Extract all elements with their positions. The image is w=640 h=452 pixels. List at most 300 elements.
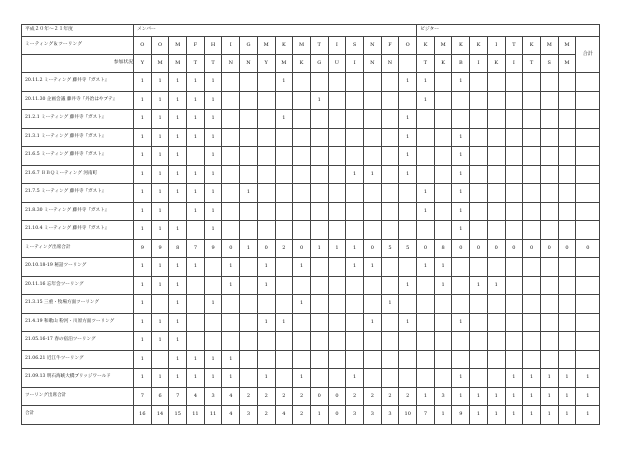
attendance-cell xyxy=(417,221,435,240)
attendance-cell: 1 xyxy=(346,165,364,184)
attendance-cell: 1 xyxy=(151,73,169,92)
attendance-cell: 1 xyxy=(540,406,558,425)
attendance-cell xyxy=(417,165,435,184)
member-initial-bottom: N xyxy=(363,55,381,73)
attendance-cell xyxy=(310,110,328,129)
member-initial-top: G xyxy=(240,37,258,55)
attendance-cell xyxy=(523,276,541,295)
attendance-cell xyxy=(381,73,399,92)
attendance-cell xyxy=(540,313,558,332)
attendance-cell xyxy=(310,276,328,295)
attendance-cell: 0 xyxy=(222,239,240,258)
attendance-cell xyxy=(187,221,205,240)
attendance-cell xyxy=(558,313,576,332)
row-label: 21.4.19 和歌山 粉河・川原方面ツーリング xyxy=(22,313,134,332)
attendance-cell: 1 xyxy=(134,73,152,92)
attendance-cell: 1 xyxy=(310,239,328,258)
attendance-cell xyxy=(505,73,523,92)
attendance-cell: 1 xyxy=(151,202,169,221)
attendance-cell xyxy=(540,128,558,147)
attendance-cell: 3 xyxy=(204,387,222,406)
attendance-cell xyxy=(540,332,558,351)
attendance-cell xyxy=(310,221,328,240)
attendance-cell xyxy=(381,165,399,184)
attendance-cell: 1 xyxy=(169,332,187,351)
attendance-cell xyxy=(346,221,364,240)
attendance-cell xyxy=(523,91,541,110)
attendance-cell xyxy=(505,295,523,314)
member-initial-top: O xyxy=(151,37,169,55)
attendance-cell xyxy=(257,221,275,240)
attendance-cell xyxy=(257,147,275,166)
attendance-cell: 1 xyxy=(204,73,222,92)
attendance-cell: 1 xyxy=(452,369,470,388)
attendance-cell xyxy=(257,91,275,110)
attendance-cell: 3 xyxy=(346,406,364,425)
attendance-cell xyxy=(434,165,452,184)
row-label: 21.3.1 ミーティング 藤井寺『ガスト』 xyxy=(22,128,134,147)
attendance-cell: 1 xyxy=(452,221,470,240)
attendance-cell xyxy=(576,313,600,332)
attendance-cell: 1 xyxy=(275,313,293,332)
attendance-cell: 1 xyxy=(204,369,222,388)
member-initial-top: T xyxy=(310,37,328,55)
attendance-cell xyxy=(275,295,293,314)
attendance-cell: 4 xyxy=(222,387,240,406)
visitor-initial-top: K xyxy=(470,37,488,55)
attendance-cell xyxy=(363,128,381,147)
attendance-cell xyxy=(346,295,364,314)
attendance-cell xyxy=(487,184,505,203)
attendance-cell: 1 xyxy=(134,258,152,277)
attendance-cell xyxy=(293,110,311,129)
attendance-cell xyxy=(363,221,381,240)
attendance-cell xyxy=(487,258,505,277)
member-initial-bottom: M xyxy=(151,55,169,73)
attendance-cell: 1 xyxy=(187,350,205,369)
attendance-cell xyxy=(417,313,435,332)
attendance-cell xyxy=(505,165,523,184)
attendance-cell xyxy=(434,295,452,314)
attendance-cell xyxy=(434,91,452,110)
period-label: 平成２０年～２１年度 xyxy=(22,25,134,37)
attendance-cell xyxy=(505,147,523,166)
attendance-cell xyxy=(328,184,346,203)
row-label: 20.10.18-19 秘話ツーリング xyxy=(22,258,134,277)
attendance-cell xyxy=(310,258,328,277)
row-label: ミーティング出席合計 xyxy=(22,239,134,258)
attendance-cell: 16 xyxy=(134,406,152,425)
attendance-cell xyxy=(487,165,505,184)
attendance-cell: 1 xyxy=(417,184,435,203)
attendance-cell: 9 xyxy=(452,406,470,425)
meeting-row xyxy=(22,128,600,147)
attendance-cell: 1 xyxy=(169,128,187,147)
attendance-cell: 1 xyxy=(558,387,576,406)
attendance-cell: 1 xyxy=(417,91,435,110)
attendance-cell: 1 xyxy=(452,387,470,406)
attendance-cell xyxy=(310,295,328,314)
attendance-cell: 0 xyxy=(328,406,346,425)
visitor-initial-top: K xyxy=(452,37,470,55)
attendance-cell xyxy=(187,147,205,166)
attendance-cell: 0 xyxy=(328,387,346,406)
attendance-cell xyxy=(399,295,417,314)
attendance-cell: 1 xyxy=(134,147,152,166)
attendance-cell xyxy=(540,91,558,110)
attendance-cell xyxy=(434,369,452,388)
attendance-cell xyxy=(240,258,258,277)
attendance-cell: 1 xyxy=(204,91,222,110)
attendance-cell: 1 xyxy=(134,295,152,314)
attendance-cell: 1 xyxy=(187,110,205,129)
attendance-cell xyxy=(240,202,258,221)
attendance-cell: 1 xyxy=(310,91,328,110)
attendance-cell xyxy=(293,147,311,166)
member-initial-bottom: I xyxy=(346,55,364,73)
attendance-cell: 8 xyxy=(434,239,452,258)
attendance-cell xyxy=(310,313,328,332)
visitor-initial-top: K xyxy=(523,37,541,55)
attendance-cell: 1 xyxy=(540,387,558,406)
attendance-cell xyxy=(328,350,346,369)
attendance-cell xyxy=(523,221,541,240)
member-initial-bottom: N xyxy=(240,55,258,73)
attendance-cell xyxy=(470,202,488,221)
attendance-cell: 1 xyxy=(134,313,152,332)
attendance-cell xyxy=(381,313,399,332)
member-initial-top: O xyxy=(399,37,417,55)
attendance-cell xyxy=(275,350,293,369)
attendance-cell xyxy=(240,128,258,147)
attendance-cell: 1 xyxy=(576,387,600,406)
attendance-cell: 7 xyxy=(134,387,152,406)
attendance-cell xyxy=(257,165,275,184)
attendance-cell xyxy=(240,110,258,129)
attendance-cell xyxy=(310,202,328,221)
meeting-row xyxy=(22,221,600,240)
attendance-cell xyxy=(540,295,558,314)
attendance-cell xyxy=(558,276,576,295)
member-initial-top: O xyxy=(134,37,152,55)
touring-row xyxy=(22,369,600,388)
attendance-cell xyxy=(523,258,541,277)
attendance-cell: 2 xyxy=(399,387,417,406)
attendance-cell xyxy=(293,202,311,221)
attendance-cell xyxy=(487,332,505,351)
members-group-label: メンバー xyxy=(134,25,417,37)
attendance-cell xyxy=(470,73,488,92)
attendance-cell xyxy=(452,350,470,369)
attendance-cell xyxy=(523,295,541,314)
attendance-cell xyxy=(222,184,240,203)
row-label: 21.3.15 三重・牧場方面ツーリング xyxy=(22,295,134,314)
attendance-cell: 1 xyxy=(151,110,169,129)
visitor-initial-top: K xyxy=(417,37,435,55)
attendance-cell xyxy=(470,350,488,369)
attendance-cell xyxy=(558,202,576,221)
attendance-cell xyxy=(452,276,470,295)
attendance-cell xyxy=(487,369,505,388)
attendance-cell: 4 xyxy=(222,406,240,425)
attendance-cell xyxy=(452,110,470,129)
attendance-cell xyxy=(310,128,328,147)
attendance-cell: 2 xyxy=(257,387,275,406)
attendance-cell xyxy=(381,369,399,388)
attendance-cell xyxy=(257,350,275,369)
attendance-cell: 1 xyxy=(151,221,169,240)
attendance-cell: 1 xyxy=(310,406,328,425)
attendance-cell xyxy=(434,184,452,203)
attendance-cell: 1 xyxy=(169,184,187,203)
attendance-cell xyxy=(576,147,600,166)
attendance-cell xyxy=(328,258,346,277)
attendance-cell: 1 xyxy=(558,406,576,425)
attendance-cell: 1 xyxy=(134,110,152,129)
attendance-cell xyxy=(417,147,435,166)
attendance-cell: 0 xyxy=(417,239,435,258)
row-label: 合計 xyxy=(22,406,134,425)
member-initial-top: I xyxy=(328,37,346,55)
attendance-cell xyxy=(523,332,541,351)
attendance-cell: 1 xyxy=(257,369,275,388)
attendance-cell xyxy=(257,110,275,129)
attendance-cell xyxy=(399,350,417,369)
attendance-cell xyxy=(470,165,488,184)
attendance-cell: 1 xyxy=(434,258,452,277)
attendance-cell xyxy=(240,147,258,166)
attendance-cell xyxy=(222,128,240,147)
attendance-cell xyxy=(540,110,558,129)
attendance-cell xyxy=(204,332,222,351)
attendance-cell xyxy=(328,295,346,314)
attendance-cell xyxy=(523,110,541,129)
attendance-cell xyxy=(310,147,328,166)
attendance-cell: 1 xyxy=(134,128,152,147)
attendance-cell xyxy=(346,110,364,129)
attendance-cell xyxy=(275,258,293,277)
attendance-cell xyxy=(540,165,558,184)
attendance-cell xyxy=(399,202,417,221)
member-initial-bottom: M xyxy=(169,55,187,73)
attendance-cell xyxy=(505,313,523,332)
attendance-cell: 1 xyxy=(487,387,505,406)
attendance-cell: 1 xyxy=(505,406,523,425)
member-initial-top: K xyxy=(275,37,293,55)
attendance-cell xyxy=(523,147,541,166)
attendance-cell xyxy=(293,165,311,184)
attendance-cell xyxy=(346,276,364,295)
attendance-cell xyxy=(222,91,240,110)
attendance-cell xyxy=(558,110,576,129)
attendance-cell xyxy=(240,165,258,184)
row-label: 20.11.16 忘年会ツーリング xyxy=(22,276,134,295)
attendance-cell: 7 xyxy=(169,387,187,406)
attendance-cell xyxy=(328,332,346,351)
attendance-cell xyxy=(558,184,576,203)
meeting-row xyxy=(22,202,600,221)
attendance-cell xyxy=(222,202,240,221)
attendance-cell: 1 xyxy=(452,73,470,92)
attendance-cell xyxy=(346,128,364,147)
header-initials-top-row xyxy=(22,37,600,55)
attendance-cell: 1 xyxy=(399,110,417,129)
attendance-cell: 1 xyxy=(151,369,169,388)
attendance-cell: 1 xyxy=(417,387,435,406)
attendance-cell xyxy=(310,73,328,92)
attendance-cell xyxy=(381,184,399,203)
attendance-cell xyxy=(346,350,364,369)
attendance-cell: 7 xyxy=(417,406,435,425)
attendance-cell xyxy=(487,221,505,240)
attendance-cell xyxy=(328,276,346,295)
attendance-cell: 1 xyxy=(363,313,381,332)
attendance-cell xyxy=(540,350,558,369)
member-initial-bottom: N xyxy=(222,55,240,73)
attendance-cell: 1 xyxy=(540,369,558,388)
attendance-cell xyxy=(275,165,293,184)
attendance-cell xyxy=(505,202,523,221)
attendance-cell xyxy=(151,350,169,369)
attendance-cell xyxy=(576,332,600,351)
attendance-cell xyxy=(523,128,541,147)
attendance-cell xyxy=(523,313,541,332)
attendance-cell: 1 xyxy=(169,350,187,369)
attendance-cell xyxy=(328,165,346,184)
attendance-cell: 8 xyxy=(169,239,187,258)
touring-row xyxy=(22,258,600,277)
attendance-cell xyxy=(363,110,381,129)
attendance-cell: 1 xyxy=(169,73,187,92)
attendance-cell xyxy=(470,258,488,277)
attendance-cell xyxy=(257,128,275,147)
row-label: 21.7.5 ミーティング 藤井寺『ガスト』 xyxy=(22,184,134,203)
attendance-cell: 2 xyxy=(346,387,364,406)
attendance-cell: 1 xyxy=(134,202,152,221)
member-initial-bottom: M xyxy=(275,55,293,73)
attendance-cell xyxy=(523,184,541,203)
attendance-cell xyxy=(487,202,505,221)
row-label: 21.09.13 明石海峡大橋ブリッジワールド xyxy=(22,369,134,388)
attendance-cell xyxy=(275,91,293,110)
attendance-cell xyxy=(346,91,364,110)
attendance-cell xyxy=(204,276,222,295)
attendance-cell: 0 xyxy=(558,239,576,258)
attendance-cell: 3 xyxy=(434,387,452,406)
attendance-cell xyxy=(558,258,576,277)
attendance-cell xyxy=(293,91,311,110)
attendance-cell: 2 xyxy=(275,387,293,406)
attendance-cell xyxy=(576,202,600,221)
attendance-cell: 0 xyxy=(487,239,505,258)
attendance-cell xyxy=(363,202,381,221)
attendance-cell: 1 xyxy=(470,276,488,295)
attendance-cell xyxy=(399,258,417,277)
attendance-cell xyxy=(222,73,240,92)
member-initial-top: I xyxy=(222,37,240,55)
attendance-cell xyxy=(363,184,381,203)
row-label: 21.06.21 近江牛ツーリング xyxy=(22,350,134,369)
attendance-cell: 1 xyxy=(187,165,205,184)
attendance-cell: 1 xyxy=(434,406,452,425)
attendance-cell: 1 xyxy=(187,202,205,221)
visitor-initial-bottom: T xyxy=(417,55,435,73)
visitor-initial-bottom: K xyxy=(434,55,452,73)
row-label: 21.6.7 ＢＢＱミーティング 河南町 xyxy=(22,165,134,184)
attendance-cell xyxy=(240,313,258,332)
attendance-cell: 1 xyxy=(222,350,240,369)
attendance-cell xyxy=(558,147,576,166)
attendance-cell xyxy=(222,332,240,351)
attendance-cell xyxy=(187,332,205,351)
attendance-cell xyxy=(257,332,275,351)
attendance-cell: 1 xyxy=(134,165,152,184)
visitor-initial-top: M xyxy=(540,37,558,55)
attendance-cell: 2 xyxy=(257,406,275,425)
visitor-initial-bottom: I xyxy=(470,55,488,73)
attendance-cell xyxy=(310,184,328,203)
attendance-cell xyxy=(310,350,328,369)
attendance-cell: 1 xyxy=(523,406,541,425)
attendance-cell xyxy=(505,184,523,203)
attendance-cell xyxy=(487,295,505,314)
attendance-cell xyxy=(576,350,600,369)
member-initial-bottom: T xyxy=(204,55,222,73)
header-initials-bottom-row xyxy=(22,55,600,73)
attendance-cell xyxy=(293,313,311,332)
attendance-cell xyxy=(558,350,576,369)
touring-row xyxy=(22,276,600,295)
attendance-cell xyxy=(328,91,346,110)
member-initial-top: S xyxy=(346,37,364,55)
attendance-cell: 5 xyxy=(399,239,417,258)
attendance-cell xyxy=(558,295,576,314)
attendance-cell xyxy=(417,110,435,129)
attendance-cell: 1 xyxy=(452,313,470,332)
touring-row xyxy=(22,295,600,314)
attendance-cell xyxy=(257,295,275,314)
attendance-cell xyxy=(505,258,523,277)
attendance-cell: 0 xyxy=(452,239,470,258)
attendance-cell: 1 xyxy=(151,91,169,110)
attendance-cell: 1 xyxy=(275,110,293,129)
attendance-cell: 1 xyxy=(293,369,311,388)
attendance-cell: 1 xyxy=(169,147,187,166)
attendance-cell: 1 xyxy=(399,313,417,332)
attendance-cell: 1 xyxy=(204,295,222,314)
row-label: 21.6.5 ミーティング 藤井寺『ガスト』 xyxy=(22,147,134,166)
attendance-cell: 1 xyxy=(151,313,169,332)
attendance-cell: 1 xyxy=(452,184,470,203)
attendance-cell: 1 xyxy=(204,165,222,184)
attendance-cell: 7 xyxy=(187,239,205,258)
attendance-cell xyxy=(452,91,470,110)
attendance-cell: 0 xyxy=(523,239,541,258)
attendance-cell xyxy=(417,276,435,295)
attendance-cell xyxy=(275,202,293,221)
member-initial-top: M xyxy=(169,37,187,55)
attendance-cell xyxy=(558,91,576,110)
member-initial-top: H xyxy=(204,37,222,55)
attendance-cell xyxy=(505,276,523,295)
attendance-cell xyxy=(399,369,417,388)
attendance-cell xyxy=(558,221,576,240)
attendance-cell xyxy=(470,332,488,351)
attendance-cell: 1 xyxy=(240,184,258,203)
attendance-cell xyxy=(328,202,346,221)
attendance-cell: 1 xyxy=(134,184,152,203)
attendance-cell: 0 xyxy=(257,239,275,258)
